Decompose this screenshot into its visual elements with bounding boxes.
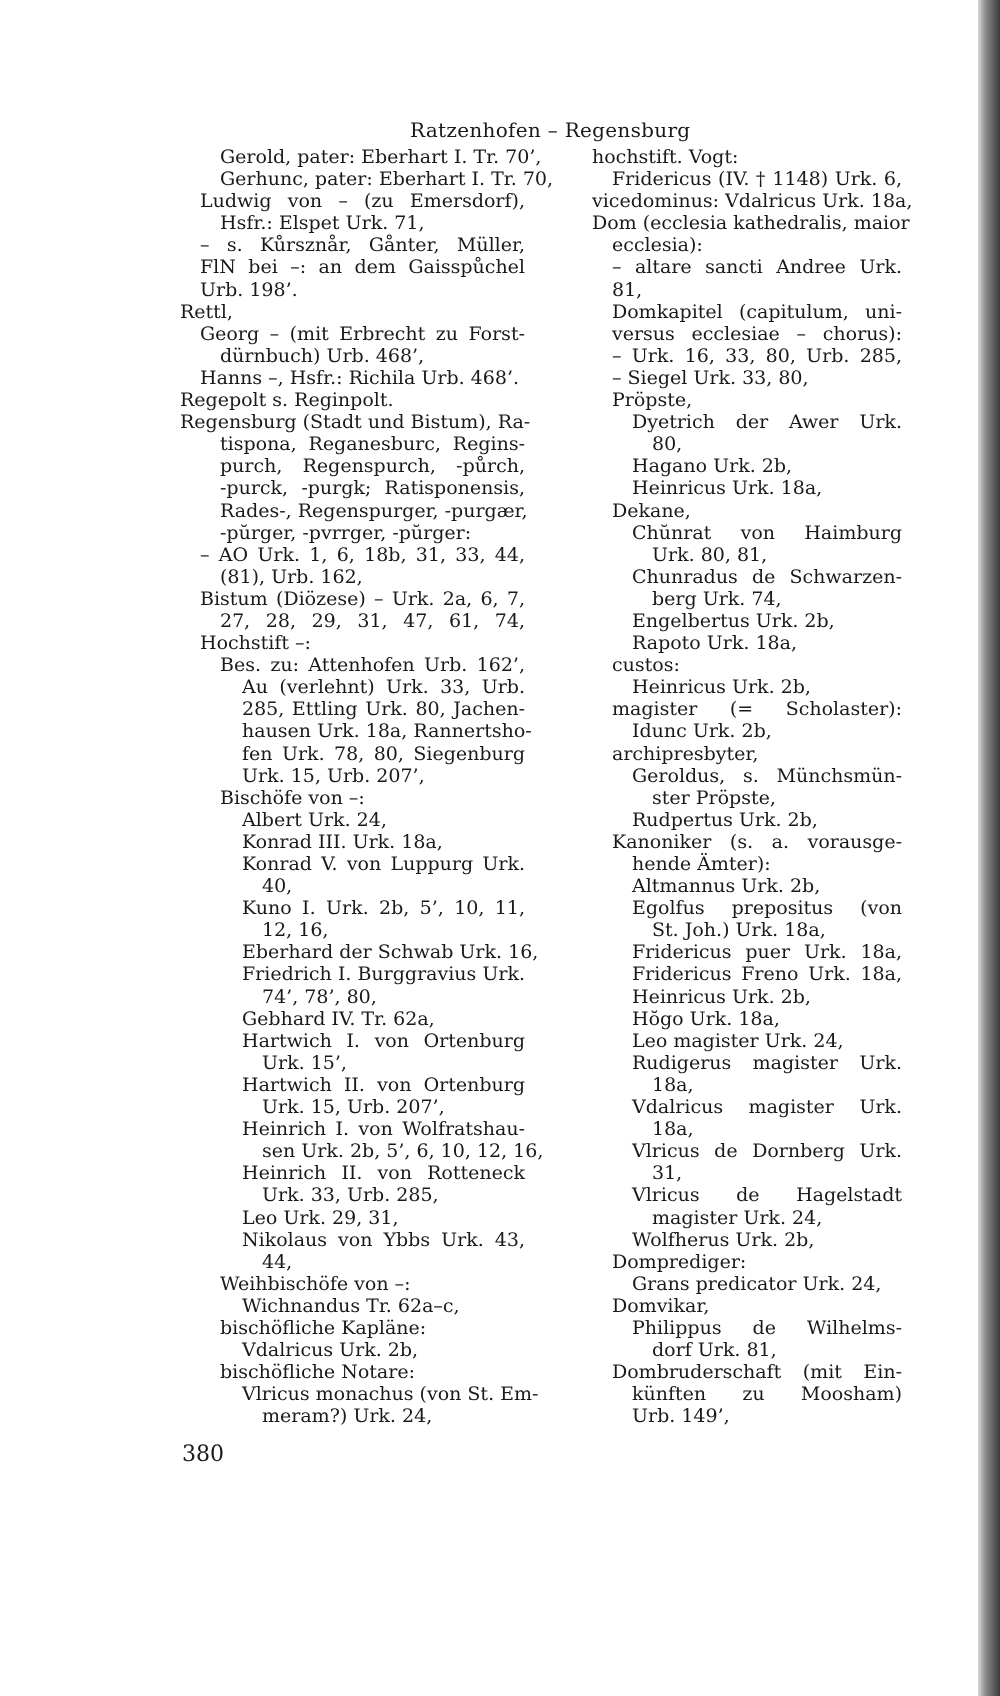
index-entry-line: Domprediger: — [612, 1250, 747, 1273]
index-entry-line: – AO Urk. 1, 6, 18b, 31, 33, 44, — [200, 543, 525, 566]
index-entry-line: magister (= Scholaster): — [612, 698, 902, 721]
index-entry-line: Nikolaus von Ybbs Urk. 43, — [242, 1228, 525, 1251]
index-entry-line: Wolfherus Urk. 2b, — [632, 1228, 815, 1251]
index-entry-line: 18a, — [652, 1118, 694, 1141]
index-entry-line: Domkapitel (capitulum, uni- — [612, 300, 902, 323]
index-entry-line: versus ecclesiae – chorus): — [612, 322, 902, 345]
index-column-left — [180, 146, 554, 1428]
index-entry-line: – Urk. 16, 33, 80, Urb. 285, — [612, 344, 902, 367]
index-entry-line: Leo magister Urk. 24, — [632, 1029, 844, 1052]
index-entry-line: 44, — [262, 1250, 293, 1273]
index-entry-line: hende Ämter): — [632, 853, 771, 875]
index-entry-line: custos: — [612, 654, 680, 677]
index-entry-line: 285, Ettling Urk. 80, Jachen- — [242, 698, 525, 721]
index-entry-line: Regepolt s. Reginpolt. — [180, 389, 394, 412]
index-entry-line: Vlricus de Hagelstadt — [632, 1184, 902, 1207]
index-entry-line: bischöfliche Kapläne: — [220, 1316, 427, 1339]
index-entry-line: Heinricus Urk. 2b, — [632, 985, 811, 1008]
index-entry-line: Weihbischöfe von –: — [220, 1272, 411, 1295]
index-entry-line: Regensburg (Stadt und Bistum), Ra- — [180, 411, 531, 434]
index-entry-line: Rudpertus Urk. 2b, — [632, 808, 818, 831]
index-entry-line: Georg – (mit Erbrecht zu Forst- — [200, 322, 525, 345]
index-entry-line: Albert Urk. 24, — [242, 808, 387, 831]
index-entry-line: Vdalricus magister Urk. — [632, 1096, 902, 1119]
index-entry-line: purch, Regenspurch, -půrch, — [220, 455, 525, 478]
index-entry-line: Rades-, Regenspurger, -purgær, — [220, 499, 528, 522]
index-entry-line: -purck, -purgk; Ratisponensis, — [220, 477, 525, 500]
index-entry-line: 80, — [652, 433, 683, 456]
index-entry-line: berg Urk. 74, — [652, 587, 782, 610]
index-entry-line: Heinricus Urk. 18a, — [632, 477, 823, 500]
index-entry-line: Kanoniker (s. a. vorausge- — [612, 830, 902, 853]
index-entry-line: Urk. 15, Urb. 207’, — [242, 764, 425, 787]
index-entry-line: 31, — [652, 1162, 683, 1185]
index-entry-line: Hochstift –: — [200, 632, 311, 655]
index-entry-line: Hŏgo Urk. 18a, — [632, 1007, 780, 1030]
index-entry-line: St. Joh.) Urk. 18a, — [652, 919, 826, 942]
index-entry-line: Pröpste, — [612, 389, 693, 412]
index-entry-line: Vlricus de Dornberg Urk. — [632, 1140, 902, 1163]
index-entry-line: Hartwich II. von Ortenburg — [242, 1073, 525, 1096]
index-entry-line: -pŭrger, -pvrrger, -pŭrger: — [220, 521, 472, 544]
index-entry-line: Engelbertus Urk. 2b, — [632, 609, 835, 632]
index-entry-line: dürnbuch) Urb. 468’, — [220, 344, 425, 367]
index-entry-line: hochstift. Vogt: — [592, 146, 739, 168]
index-entry-line: Fridericus (IV. † 1148) Urk. 6, — [612, 168, 902, 191]
index-entry-line: fen Urk. 78, 80, Siegenburg — [242, 742, 525, 765]
index-entry-line: Rapoto Urk. 18a, — [632, 632, 798, 655]
index-entry-line: sen Urk. 2b, 5’, 6, 10, 12, 16, — [262, 1140, 544, 1163]
index-entry-line: Domvikar, — [612, 1294, 710, 1317]
index-entry-line: Urk. 15’, — [262, 1051, 347, 1074]
index-entry-line: Urk. 15, Urb. 207’, — [262, 1096, 445, 1119]
index-entry-line: Vlricus monachus (von St. Em- — [242, 1383, 539, 1406]
index-entry-line: Fridericus Freno Urk. 18a, — [632, 963, 902, 986]
index-entry-line: 12, 16, — [262, 919, 329, 942]
index-entry-line: hausen Urk. 18a, Rannertsho- — [242, 720, 532, 743]
index-entry-line: Au (verlehnt) Urk. 33, Urb. — [242, 676, 525, 699]
index-entry-line: Egolfus prepositus (von — [632, 897, 902, 920]
index-entry-line: Dombruderschaft (mit Ein- — [612, 1361, 902, 1384]
index-entry-line: Bistum (Diözese) – Urk. 2a, 6, 7, — [200, 587, 525, 610]
index-entry-line: Leo Urk. 29, 31, — [242, 1206, 399, 1229]
index-entry-line: Hagano Urk. 2b, — [632, 455, 793, 478]
index-entry-line: Bischöfe von –: — [220, 786, 365, 809]
page-number: 380 — [182, 1442, 224, 1467]
index-entry-line: bischöfliche Notare: — [220, 1361, 415, 1384]
index-entry-line: dorf Urk. 81, — [652, 1339, 777, 1362]
index-entry-line: archipresbyter, — [612, 742, 759, 765]
index-entry-line: Urb. 198’. — [200, 278, 298, 301]
index-entry-line: Bes. zu: Attenhofen Urb. 162’, — [220, 654, 525, 677]
index-entry-line: Fridericus puer Urk. 18a, — [632, 941, 902, 964]
index-entry-line: Philippus de Wilhelms- — [632, 1316, 902, 1339]
index-entry-line: Rudigerus magister Urk. — [632, 1051, 902, 1074]
index-entry-line: – s. Kůrsznår, Gånter, Müller, — [200, 234, 525, 257]
index-entry-line: Heinricus Urk. 2b, — [632, 676, 811, 699]
index-entry-line: Ludwig von – (zu Emersdorf), — [200, 190, 525, 213]
index-entry-line: Urk. 80, 81, — [652, 543, 768, 566]
index-entry-line: 18a, — [652, 1073, 694, 1096]
index-entry-line: Urb. 149’, — [632, 1405, 730, 1428]
index-entry-line: Vdalricus Urk. 2b, — [242, 1339, 419, 1362]
index-entry-line: Altmannus Urk. 2b, — [632, 875, 821, 898]
index-column-right — [592, 146, 913, 1428]
index-entry-line: Hsfr.: Elspet Urk. 71, — [220, 212, 425, 235]
index-entry-line: ster Pröpste, — [652, 786, 776, 809]
index-entry-line: magister Urk. 24, — [652, 1206, 823, 1229]
index-entry-line: Urk. 33, Urb. 285, — [262, 1184, 439, 1207]
index-entry-line: 74’, 78’, 80, — [262, 985, 377, 1008]
index-entry-line: FlN bei –: an dem Gaisspůchel — [200, 256, 525, 279]
page-edge-shadow — [978, 0, 1000, 1696]
index-entry-line: 40, — [262, 875, 293, 898]
index-entry-line: Konrad III. Urk. 18a, — [242, 830, 443, 853]
index-entry-line: Idunc Urk. 2b, — [632, 720, 772, 743]
index-entry-line: künften zu Moosham) — [632, 1383, 902, 1406]
index-entry-line: Heinrich I. von Wolfratshau- — [242, 1118, 525, 1141]
index-entry-line: Hartwich I. von Ortenburg — [242, 1029, 525, 1052]
index-entry-line: (81), Urb. 162, — [220, 565, 363, 588]
index-entry-line: Dekane, — [612, 499, 691, 522]
index-entry-line: Eberhard der Schwab Urk. 16, — [242, 941, 539, 964]
index-entry-line: Kuno I. Urk. 2b, 5’, 10, 11, — [242, 897, 525, 920]
running-head: Ratzenhofen – Regensburg — [410, 118, 691, 142]
index-entry-line: tispona, Reganesburc, Regins- — [220, 433, 525, 456]
index-entry-line: ecclesia): — [612, 234, 703, 257]
index-entry-line: Rettl, — [180, 300, 233, 323]
index-entry-line: Dom (ecclesia kathedralis, maior — [592, 212, 910, 235]
index-entry-line: Friedrich I. Burggravius Urk. — [242, 963, 525, 986]
index-entry-line: Dyetrich der Awer Urk. — [632, 411, 902, 434]
index-entry-line: 27, 28, 29, 31, 47, 61, 74, — [220, 609, 525, 632]
index-entry-line: Gerhunc, pater: Eberhart I. Tr. 70, — [220, 168, 554, 191]
index-entry-line: Konrad V. von Luppurg Urk. — [242, 853, 525, 875]
index-entry-line: vicedominus: Vdalricus Urk. 18a, — [592, 190, 913, 213]
index-entry-line: – altare sancti Andree Urk. — [612, 256, 902, 279]
index-entry-line: Hanns –, Hsfr.: Richila Urb. 468’. — [200, 366, 520, 389]
index-entry-line: Chunradus de Schwarzen- — [632, 565, 902, 588]
index-entry-line: – Siegel Urk. 33, 80, — [612, 366, 809, 389]
index-entry-line: Geroldus, s. Münchsmün- — [632, 764, 902, 787]
index-entry-line: Chŭnrat von Haimburg — [632, 521, 902, 544]
index-entry-line: Heinrich II. von Rotteneck — [242, 1162, 525, 1185]
index-entry-line: Wichnandus Tr. 62a–c, — [242, 1294, 460, 1317]
index-entry-line: 81, — [612, 278, 643, 301]
index-entry-line: Grans predicator Urk. 24, — [632, 1272, 882, 1295]
index-entry-line: Gebhard IV. Tr. 62a, — [242, 1007, 435, 1030]
index-entry-line: Gerold, pater: Eberhart I. Tr. 70’, — [220, 146, 542, 168]
index-entry-line: meram?) Urk. 24, — [262, 1405, 433, 1428]
